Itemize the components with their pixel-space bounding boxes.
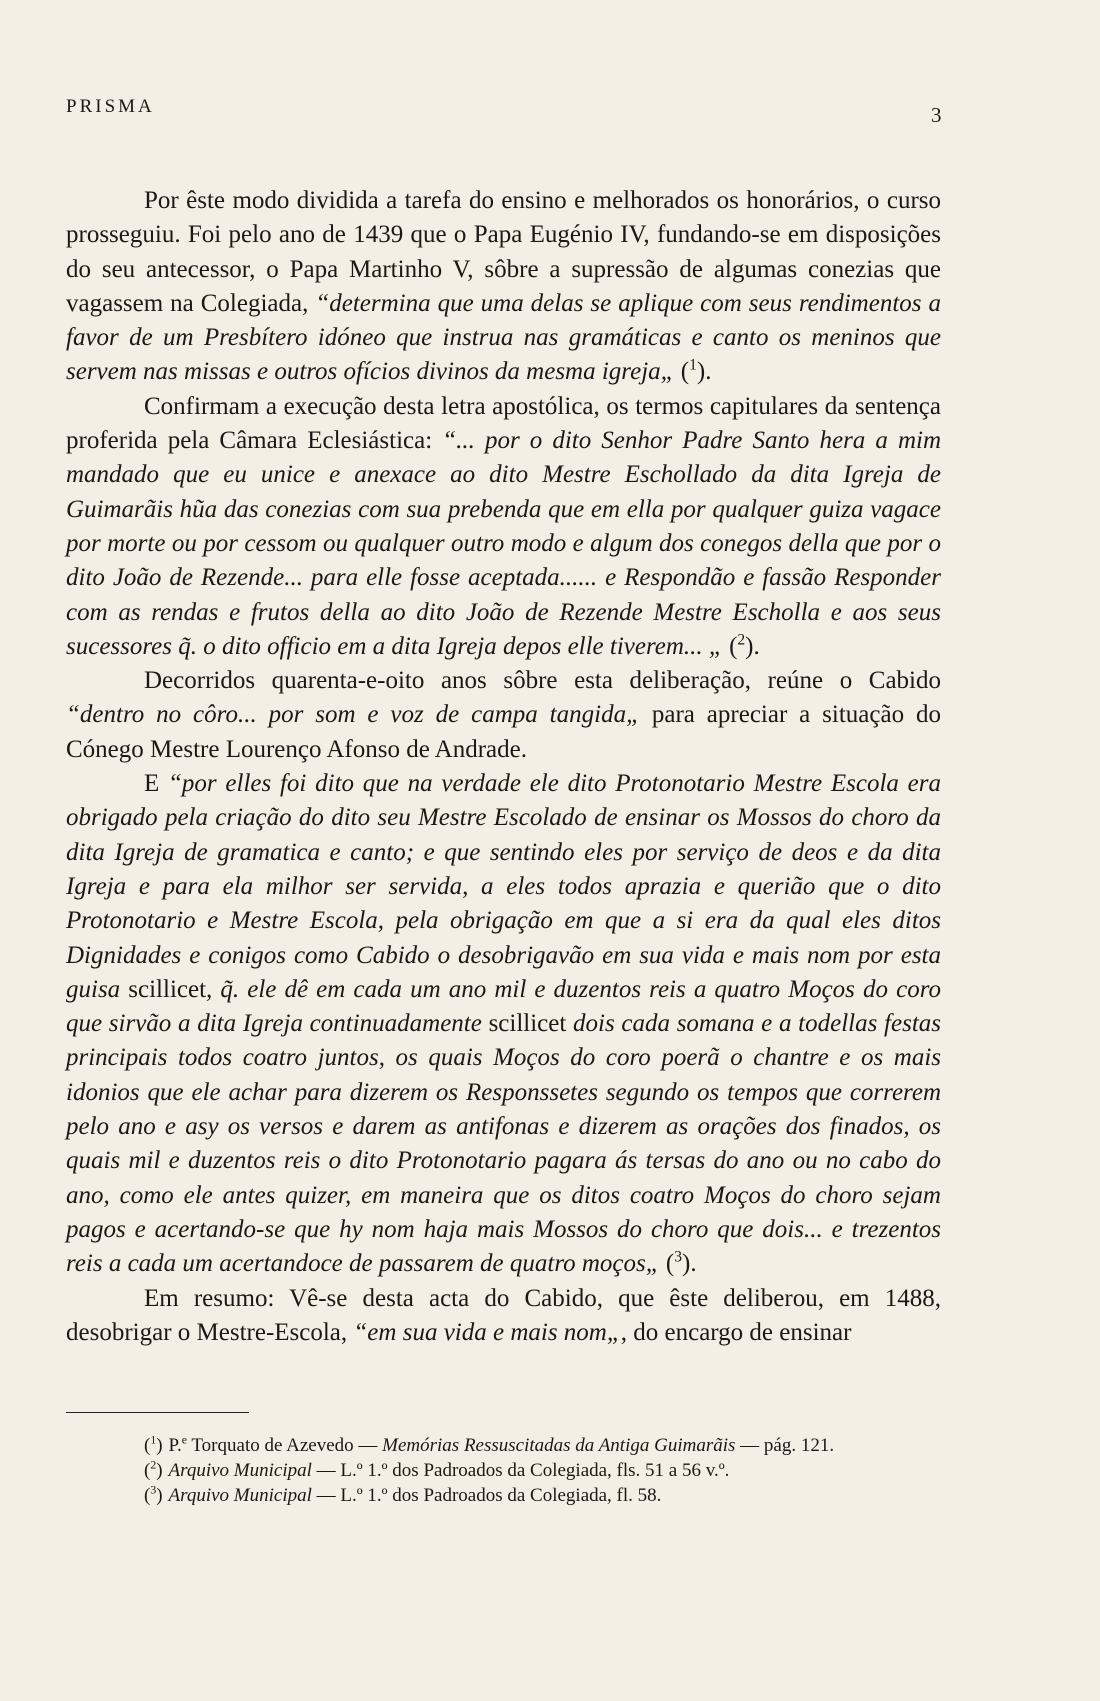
- text-run: E: [144, 770, 169, 798]
- paragraph: [66, 390, 941, 664]
- text-run: scillicet: [488, 1010, 567, 1038]
- footnote-rule: [66, 1412, 249, 1413]
- text-run: Torquato de Azevedo —: [187, 1435, 383, 1456]
- footnote: [66, 1433, 941, 1458]
- note-reference: e: [181, 1433, 187, 1447]
- paragraph: [66, 1282, 941, 1351]
- footnotes: [66, 1433, 941, 1508]
- footnote-number: ($^3$): [144, 1483, 163, 1506]
- italic-quote: “dentro no côro... por som e voz de campa tangida„: [66, 701, 640, 729]
- page-number: 3: [931, 103, 942, 127]
- italic-quote: “por elles foi dito que na verdade ele dito Protonotario Mestre Escola era obrigado pela criação do dito seu Mestre Escolado de ensinar os Mossos do choro da dita Igreja de gramatica e canto; e que sentindo eles por serviço de deos e da dita Igreja e para ela milhor ser servida, a eles todos aprazia e querião que o dito Protonotario e Mestre Escola, pela obrigação em que a si era da qual eles ditos Dignidades e conigos como Cabido o desobrigavão em sua vida e mais nom por esta guisa: [66, 770, 941, 1003]
- text-run: Decorridos quarenta-e-oito anos sôbre esta deliberação, reúne o Cabido: [144, 667, 941, 695]
- italic-quote: dois cada somana e a todellas festas principais todos coatro juntos, os quais Moços do coro poerã o chantre e os mais idonios que ele achar para dizerem os Responssetes segundo os tempos que correrem pelo ano e asy os versos e darem as antifonas e dizerem as orações dos finados, os quais mil e duzentos reis o dito Protonotario pagara ás tersas do ano ou no cabo do ano, como ele antes quizer, em maneira que os ditos coatro Moços do choro sejam pagos e acertando-se que hy nom haja mais Mossos do choro que dois... e trezentos reis a cada um acertandoce de passarem de quatro moços„: [66, 1010, 941, 1278]
- text-run: para apreciar a situação do Cónego Mestre Lourenço Afonso de Andrade.: [66, 701, 941, 763]
- note-reference: 3: [674, 1248, 682, 1266]
- text-run: (: [722, 632, 738, 660]
- italic-quote: “determina que uma delas se aplique com seus rendimentos a favor de um Presbítero idóneo que instrua nas gramáticas e canto os meninos que servem nas missas e outros ofícios divinos da mesma igreja„: [66, 289, 941, 386]
- text-run: Por êste modo dividida a tarefa do ensino e melhorados os honorários, o curso prosseguiu. Foi pelo ano de 1439 que o Papa Eugénio IV, fundando-se em disposições do seu antecessor, o Papa Martinho V, sôbre a supressão de algumas conezias que vagassem na Colegiada,: [66, 187, 941, 317]
- text-run: ).: [745, 632, 760, 660]
- text-run: — L.º 1.º dos Padroados da Colegiada, fl. 58.: [311, 1485, 662, 1506]
- italic-quote: , q̃. ele dê em cada um ano mil e duzentos reis a quatro Moços do coro que sirvão a dita Igreja continuadamente: [66, 975, 941, 1038]
- text-run: — pág. 121.: [735, 1435, 835, 1456]
- text-run: Confirmam a execução desta letra apostólica, os termos capitulares da sentença proferida pela Câmara Eclesiástica:: [66, 392, 941, 455]
- paragraph: [66, 184, 941, 390]
- note-reference: 1: [689, 357, 697, 375]
- footnote-number: ($^1$): [144, 1433, 163, 1456]
- footnote: [66, 1483, 941, 1508]
- text-run: ).: [696, 358, 712, 386]
- footnote-number: ($^2$): [144, 1458, 163, 1481]
- italic-quote: Memórias Ressuscitadas da Antiga Guimarãis: [382, 1435, 736, 1456]
- note-reference: 2: [737, 631, 746, 649]
- text-run: — L.º 1.º dos Padroados da Colegiada, fls. 51 a 56 v.º.: [311, 1460, 730, 1481]
- italic-quote: Arquivo Municipal: [168, 1460, 312, 1481]
- italic-quote: “... por o dito Senhor Padre Santo hera a mim mandado que eu unice e anexace ao dito Mestre Eschollado da dita Igreja de Guimarãis hũa das conezias com sua prebenda que em ella por qualquer guiza vagace por morte ou por cessom ou qualquer outro modo e algum dos conegos della que por o dito João de Rezende... para elle fosse aceptada...... e Respondão e fassão Responder com as rendas e frutos della ao dito João de Rezende Mestre Escholla e aos seus sucessores q̃. o dito officio em a dita Igreja depos elle tiverem... „: [66, 427, 941, 660]
- text-run: ).: [682, 1250, 697, 1278]
- text-run: scillicet: [128, 975, 207, 1003]
- text-run: , do encargo de ensinar: [620, 1318, 852, 1346]
- body-text: [66, 184, 941, 1350]
- paragraph: [66, 767, 941, 1281]
- text-run: (: [674, 358, 690, 386]
- paragraph: [66, 664, 941, 767]
- italic-quote: “em sua vida e mais nom„: [353, 1318, 621, 1346]
- italic-quote: Arquivo Municipal: [168, 1485, 312, 1506]
- text-run: P.: [168, 1435, 182, 1456]
- text-run: (: [659, 1250, 675, 1278]
- footnote: [66, 1458, 941, 1483]
- text-run: Em resumo: Vê-se desta acta do Cabido, que êste deliberou, em 1488, desobrigar o Mestre-Escola,: [66, 1284, 941, 1346]
- running-title: PRISMA: [66, 96, 155, 117]
